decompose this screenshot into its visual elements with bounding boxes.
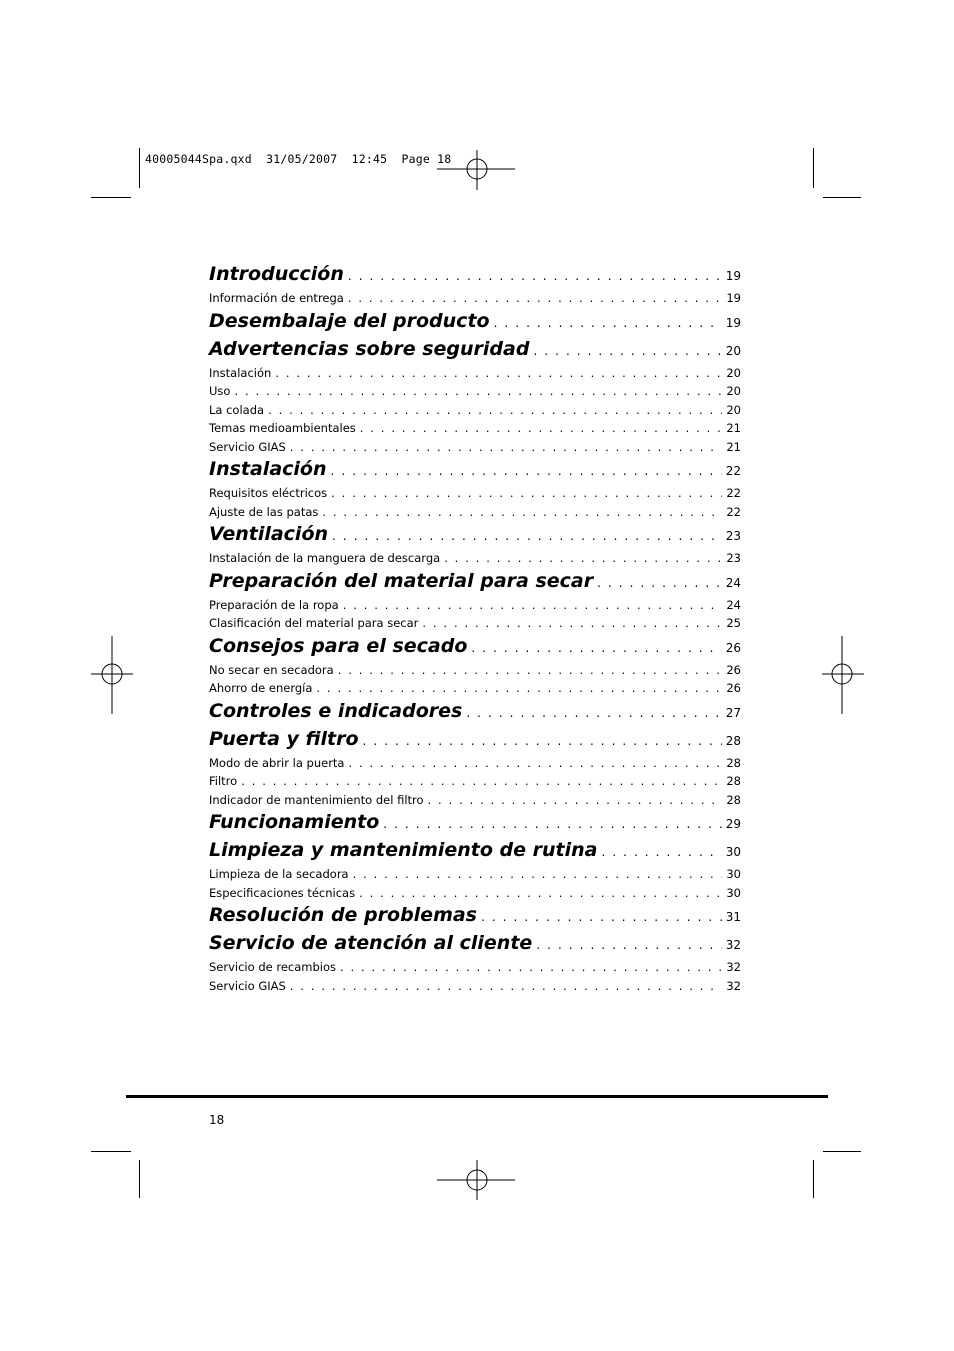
toc-entry-label: Limpieza y mantenimiento de rutina: [209, 839, 598, 861]
toc-heading: [209, 839, 741, 867]
toc-subentry: [209, 403, 741, 422]
toc-entry-label: Resolución de problemas: [209, 904, 477, 926]
crop-mark-top-right-h: [823, 197, 861, 198]
crop-mark-bottom-left-v: [139, 1160, 140, 1198]
toc-entry-label: Indicador de mantenimiento del filtro: [209, 792, 424, 807]
toc-entry-label: Modo de abrir la puerta: [209, 755, 345, 770]
toc-entry-page: 19: [725, 269, 741, 283]
toc-subentry: [209, 384, 741, 403]
dot-leader: [363, 734, 722, 748]
toc-subentry: [209, 979, 741, 998]
toc-entry-page: 30: [725, 845, 741, 859]
toc-heading: [209, 904, 741, 932]
toc-entry-page: 28: [726, 774, 741, 788]
dot-leader: [359, 886, 722, 900]
crop-mark-top-left-v: [139, 148, 140, 188]
toc-entry-label: Ahorro de energía: [209, 681, 313, 695]
dot-leader: [601, 845, 721, 859]
toc-entry-label: Puerta y filtro: [209, 727, 359, 750]
dot-leader: [471, 641, 721, 655]
toc-entry-label: Ventilación: [209, 523, 329, 545]
toc-subentry: [209, 793, 741, 812]
toc-heading: [209, 263, 741, 291]
dot-leader: [316, 681, 722, 695]
toc-subentry: [209, 960, 741, 979]
toc-entry-page: 29: [725, 817, 741, 831]
toc-entry-page: 22: [726, 486, 741, 500]
toc-subentry: [209, 505, 741, 524]
crop-mark-top-left-h: [91, 197, 131, 198]
dot-leader: [241, 774, 722, 788]
toc-subentry: [209, 774, 741, 793]
toc-entry-page: 20: [726, 384, 741, 398]
toc-heading: [209, 338, 741, 366]
toc-entry-page: 28: [726, 792, 741, 807]
toc-entry-label: Introducción: [209, 263, 344, 285]
toc-entry-label: Desembalaje del producto: [209, 309, 490, 332]
toc-entry-label: Especificaciones técnicas: [209, 885, 356, 900]
dot-leader: [466, 706, 721, 720]
toc-entry-page: 28: [726, 755, 741, 770]
toc-entry-page: 26: [726, 681, 741, 695]
toc-entry-page: 24: [725, 575, 741, 590]
registration-mark-left-icon: [91, 636, 133, 714]
dot-leader: [348, 269, 722, 283]
dot-leader: [428, 793, 723, 807]
toc-entry-label: Preparación de la ropa: [209, 597, 339, 612]
toc-subentry: [209, 663, 741, 682]
registration-mark-top-icon: [437, 148, 517, 190]
toc-subentry: [209, 421, 741, 440]
toc-heading: [209, 570, 741, 598]
toc-entry-page: 21: [726, 421, 741, 435]
crop-mark-top-right-v: [813, 148, 814, 188]
toc-entry-label: Requisitos eléctricos: [209, 486, 328, 500]
toc-heading: [209, 523, 741, 551]
toc-entry-page: 21: [726, 439, 741, 454]
crop-mark-bottom-right-v: [813, 1160, 814, 1198]
toc-entry-page: 26: [726, 662, 741, 677]
toc-subentry: [209, 681, 741, 700]
toc-entry-page: 19: [726, 291, 741, 305]
toc-entry-page: 20: [725, 343, 741, 358]
toc-heading: [209, 728, 741, 756]
dot-leader: [481, 910, 722, 924]
toc-entry-label: Clasificación del material para secar: [209, 616, 419, 630]
toc-entry-page: 22: [725, 464, 741, 478]
table-of-contents: [209, 263, 741, 997]
dot-leader: [268, 403, 722, 417]
toc-heading: [209, 932, 741, 960]
dot-leader: [422, 616, 722, 630]
toc-entry-page: 20: [726, 365, 741, 380]
toc-subentry: [209, 366, 741, 385]
registration-mark-right-icon: [822, 636, 864, 714]
dot-leader: [331, 486, 722, 500]
footer-rule: [126, 1095, 828, 1098]
dot-leader: [533, 344, 721, 358]
dot-leader: [290, 979, 723, 993]
dot-leader: [340, 960, 722, 974]
print-slug: 40005044Spa.qxd 31/05/2007 12:45 Page 18: [145, 152, 452, 166]
toc-entry-label: Información de entrega: [209, 291, 344, 305]
toc-subentry: [209, 867, 741, 886]
toc-subentry: [209, 616, 741, 635]
toc-entry-label: Servicio de atención al cliente: [209, 932, 533, 954]
toc-subentry: [209, 551, 741, 570]
toc-entry-page: 20: [726, 402, 741, 417]
dot-leader: [348, 291, 723, 305]
toc-entry-label: Instalación: [209, 365, 272, 380]
toc-entry-page: 32: [726, 960, 741, 974]
page-number: 18: [209, 1113, 225, 1127]
toc-subentry: [209, 756, 741, 775]
dot-leader: [338, 663, 723, 677]
toc-entry-label: Servicio GIAS: [209, 439, 286, 454]
toc-entry-label: No secar en secadora: [209, 662, 334, 677]
toc-entry-page: 26: [725, 640, 741, 655]
toc-entry-label: Filtro: [209, 774, 238, 788]
toc-subentry: [209, 291, 741, 310]
dot-leader: [494, 316, 722, 330]
toc-entry-page: 27: [725, 705, 741, 720]
toc-subentry: [209, 886, 741, 905]
toc-entry-label: Temas medioambientales: [209, 421, 356, 435]
dot-leader: [353, 867, 723, 881]
toc-entry-page: 28: [725, 733, 741, 748]
dot-leader: [383, 817, 721, 831]
crop-mark-bottom-right-h: [823, 1151, 861, 1152]
toc-entry-label: Servicio de recambios: [209, 960, 336, 974]
toc-entry-label: Consejos para el secado: [209, 634, 468, 657]
toc-entry-label: Limpieza de la secadora: [209, 867, 349, 881]
toc-entry-page: 23: [725, 529, 741, 543]
dot-leader: [348, 756, 722, 770]
toc-heading: [209, 458, 741, 486]
registration-mark-bottom-icon: [437, 1160, 517, 1200]
toc-entry-label: Instalación: [209, 458, 327, 480]
toc-entry-label: Servicio GIAS: [209, 978, 286, 993]
toc-entry-label: Uso: [209, 384, 231, 398]
dot-leader: [322, 505, 722, 519]
dot-leader: [536, 938, 721, 952]
dot-leader: [290, 440, 723, 454]
toc-entry-page: 32: [725, 938, 741, 952]
dot-leader: [444, 551, 722, 565]
toc-entry-page: 19: [725, 315, 741, 330]
dot-leader: [597, 576, 722, 590]
toc-entry-page: 32: [726, 978, 741, 993]
toc-subentry: [209, 598, 741, 617]
dot-leader: [343, 598, 723, 612]
toc-heading: [209, 310, 741, 338]
toc-entry-page: 30: [726, 885, 741, 900]
dot-leader: [332, 529, 722, 543]
toc-heading: [209, 811, 741, 839]
toc-entry-page: 25: [726, 616, 741, 630]
toc-heading: [209, 700, 741, 728]
toc-entry-label: Preparación del material para secar: [209, 569, 594, 592]
toc-entry-label: La colada: [209, 402, 265, 417]
toc-entry-label: Instalación de la manguera de descarga: [209, 551, 441, 565]
toc-subentry: [209, 440, 741, 459]
toc-entry-page: 31: [725, 910, 741, 924]
toc-entry-page: 23: [726, 551, 741, 565]
toc-entry-page: 24: [726, 597, 741, 612]
toc-entry-page: 30: [726, 867, 741, 881]
toc-entry-label: Advertencias sobre seguridad: [209, 337, 530, 360]
crop-mark-bottom-left-h: [91, 1151, 131, 1152]
toc-entry-label: Funcionamiento: [209, 811, 380, 833]
dot-leader: [234, 384, 722, 398]
toc-entry-label: Ajuste de las patas: [209, 504, 319, 519]
dot-leader: [360, 421, 723, 435]
toc-entry-label: Controles e indicadores: [209, 699, 463, 722]
dot-leader: [331, 464, 722, 478]
dot-leader: [275, 366, 722, 380]
toc-entry-page: 22: [726, 504, 741, 519]
toc-subentry: [209, 486, 741, 505]
toc-heading: [209, 635, 741, 663]
